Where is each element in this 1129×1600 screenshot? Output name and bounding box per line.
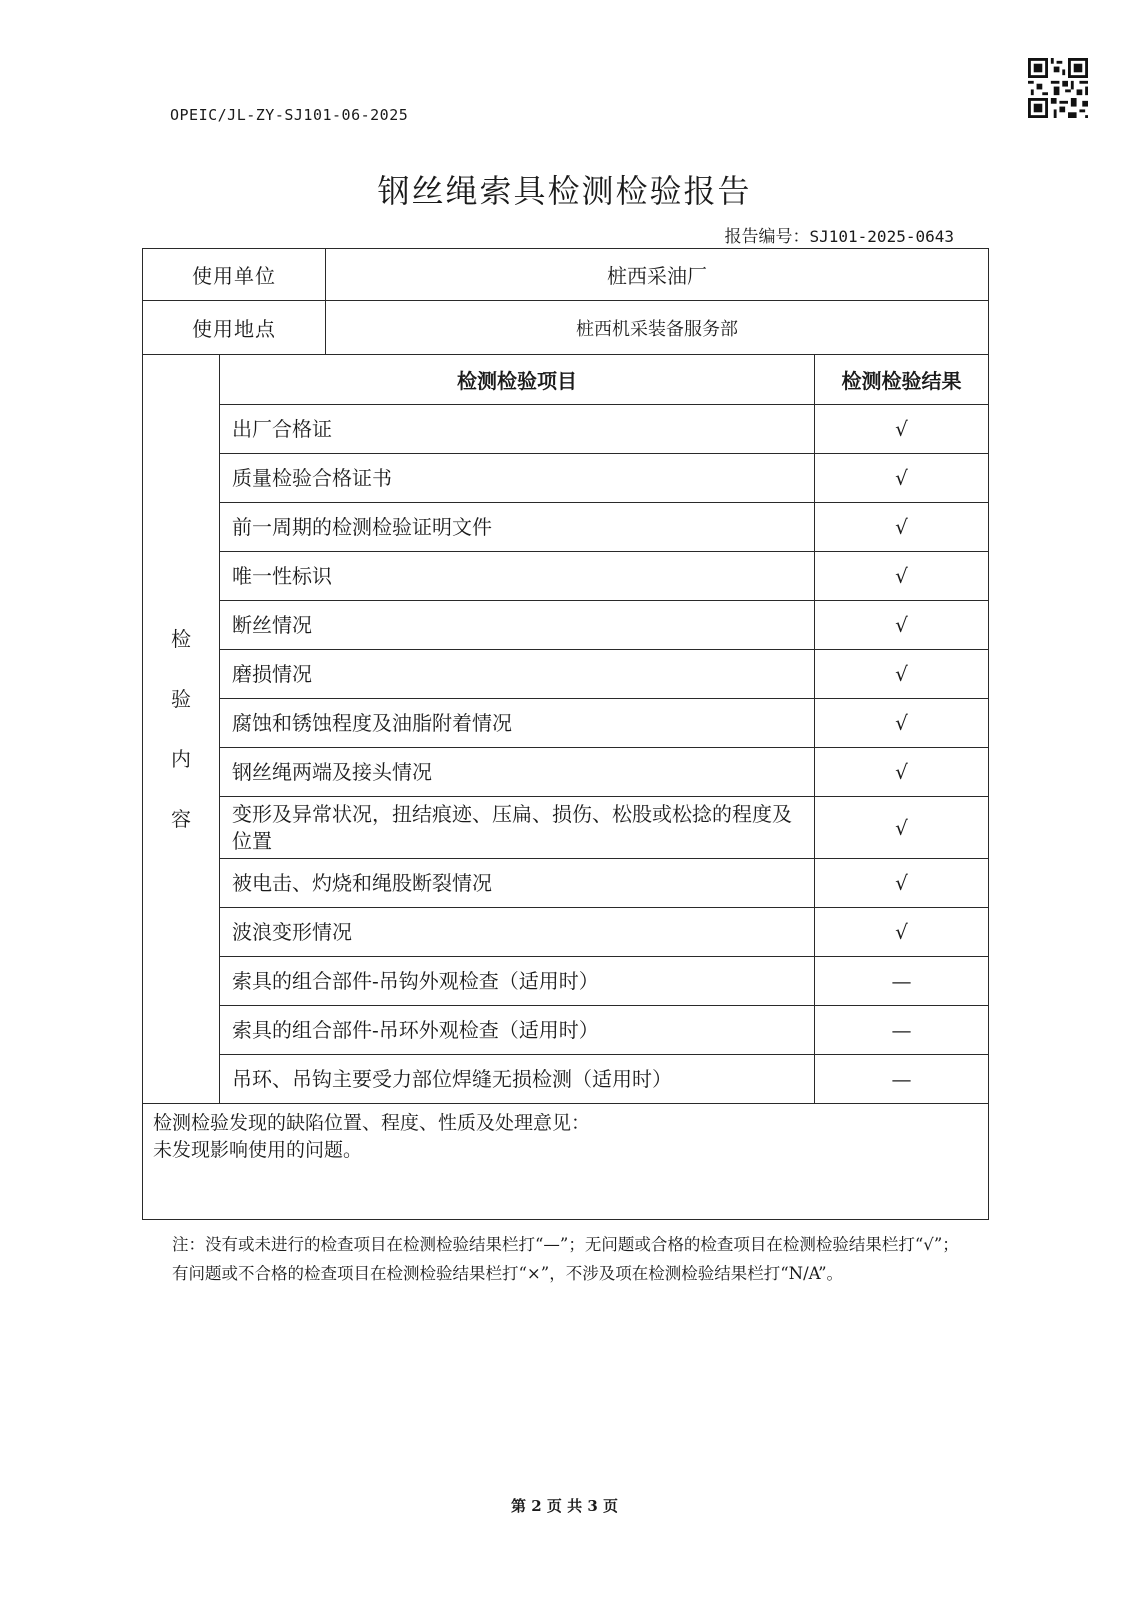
row-result: √: [815, 748, 989, 797]
row-result: √: [815, 859, 989, 908]
table-row: [143, 748, 989, 797]
table-row: [143, 797, 989, 859]
row-result: —: [815, 1055, 989, 1104]
table-row: [143, 650, 989, 699]
row-result: —: [815, 957, 989, 1006]
row-item: 索具的组合部件-吊钩外观检查（适用时）: [220, 957, 815, 1006]
table-row: [143, 1055, 989, 1104]
row-item: 出厂合格证: [220, 405, 815, 454]
row-item: 索具的组合部件-吊环外观检查（适用时）: [220, 1006, 815, 1055]
inspection-header-row: [143, 355, 989, 405]
row-result: √: [815, 503, 989, 552]
side-char: 验: [171, 687, 191, 711]
table-row: [143, 454, 989, 503]
row-result: √: [815, 552, 989, 601]
row-item: 钢丝绳两端及接头情况: [220, 748, 815, 797]
row-result: √: [815, 454, 989, 503]
side-char: 容: [171, 807, 191, 831]
footnote: 注：没有或未进行的检查项目在检测检验结果栏打“—”；无问题或合格的检查项目在检测检验结果栏打“√”；有问题或不合格的检查项目在检测检验结果栏打“×”，不涉及项在检测检验结果栏打“N/A”。: [172, 1235, 959, 1283]
row-item: 质量检验合格证书: [220, 454, 815, 503]
row-result: —: [815, 1006, 989, 1055]
findings-row: [143, 1104, 989, 1220]
report-number: [725, 222, 955, 247]
table-row: [143, 699, 989, 748]
inspection-content-label: [143, 355, 220, 1104]
findings-cell: [143, 1104, 989, 1220]
row-result: √: [815, 699, 989, 748]
location-value: 桩西机采装备服务部: [326, 301, 989, 355]
report-number-value: SJ101-2025-0643: [809, 227, 954, 246]
row-item: 被电击、灼烧和绳股断裂情况: [220, 859, 815, 908]
column-header-item: 检测检验项目: [220, 355, 815, 405]
row-result: √: [815, 650, 989, 699]
findings-text: 未发现影响使用的问题。: [153, 1139, 363, 1161]
row-item: 吊环、吊钩主要受力部位焊缝无损检测（适用时）: [220, 1055, 815, 1104]
report-number-label: 报告编号：: [724, 227, 810, 247]
table-row: [143, 957, 989, 1006]
table-row: [143, 908, 989, 957]
unit-label: 使用单位: [143, 249, 326, 301]
table-row: [143, 503, 989, 552]
row-item: 断丝情况: [220, 601, 815, 650]
table-row: [143, 552, 989, 601]
column-header-result: 检测检验结果: [815, 355, 989, 405]
row-item: 磨损情况: [220, 650, 815, 699]
inspection-table: [142, 248, 989, 1220]
row-result: √: [815, 601, 989, 650]
row-result: √: [815, 908, 989, 957]
row-item: 腐蚀和锈蚀程度及油脂附着情况: [220, 699, 815, 748]
location-row: [143, 301, 989, 355]
report-title: 钢丝绳索具检测检验报告: [377, 172, 752, 210]
table-row: [143, 859, 989, 908]
table-row: [143, 1006, 989, 1055]
table-row: [143, 601, 989, 650]
page-number: 第 2 页 共 3 页: [511, 1497, 618, 1515]
side-char: 内: [171, 747, 191, 771]
row-item: 唯一性标识: [220, 552, 815, 601]
table-row: [143, 405, 989, 454]
side-char: 检: [171, 627, 191, 651]
document-code: OPEIC/JL-ZY-SJ101-06-2025: [170, 106, 409, 124]
row-result: √: [815, 797, 989, 859]
row-result: √: [815, 405, 989, 454]
row-item: 变形及异常状况，扭结痕迹、压扁、损伤、松股或松捻的程度及位置: [220, 797, 815, 859]
unit-row: [143, 249, 989, 301]
row-item: 波浪变形情况: [220, 908, 815, 957]
location-label: 使用地点: [143, 301, 326, 355]
unit-value: 桩西采油厂: [326, 249, 989, 301]
row-item: 前一周期的检测检验证明文件: [220, 503, 815, 552]
qr-code-icon: [1028, 58, 1088, 118]
findings-label: 检测检验发现的缺陷位置、程度、性质及处理意见：: [153, 1112, 591, 1134]
